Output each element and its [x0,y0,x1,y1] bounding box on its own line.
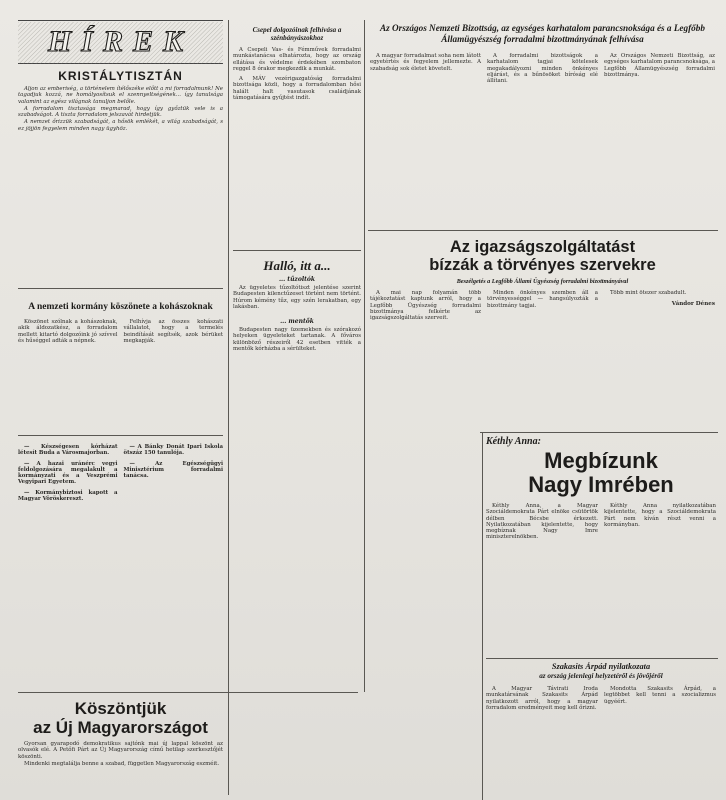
kethly-byline: Kéthly Anna: [486,436,541,447]
divider [18,288,223,289]
kethly-paragraph: Kéthly Anna, a Magyar Szociáldemokrata Párt elnöke csütörtök délben Bécsbe érkezett. Nyilatkozatában kijelentette, hogy megbíznak Nagy Imre miniszterelnökben. [486,503,598,541]
divider [480,432,718,433]
divider [482,432,483,800]
kohaszok-paragraph: Köszönet szólnak a kohászoknak, akik áldozatkész, a forradalom mellett kitartó dolgozóink jó szívvel és hűséggel adták a népnek. [18,319,118,344]
hirek-title: HÍREK [47,25,194,58]
igazsag-paragraph: A mai nap folyamán több tájékoztatást kaptunk arról, hogy a Legfőbb Ügyészség forradalmi bizottmánya felkérte az igazságszolgáltatás szerveit. [370,290,481,322]
koszontjuk-subtitle: az Új Magyarországot [33,718,208,737]
divider [18,435,223,436]
szakasits-paragraph: Mondotta Szakasits Árpád, a legtöbbet kell tenni a szocializmus ügyéért. [604,686,716,705]
koszontjuk-title: Köszöntjük [74,700,167,718]
szakasits-paragraph: A Magyar Távirati Iroda munkatársának Szakasits Árpád nyilatkozott arról, hogy a magyar forradalom eredményeit meg kell őrizni. [486,686,598,711]
csepel-paragraph: A Csepeli Vas- és Fémművek forradalmi munkástanácsa elhatározta, hogy az ország ellátása és védelme érdekében szombaton reggel 8 órakor megkezdik a munkát. [233,47,361,72]
csepel-section [233,20,361,250]
hirek-section [18,20,223,285]
onb-section [370,20,715,228]
hallo-section [233,253,361,693]
koszontjuk-paragraph: Mindenki megtalálja benne a szabad, független Magyarország eszméit. [24,760,220,767]
kohaszok-title: A nemzeti kormány köszönete a kohászoknak [28,302,213,312]
hirek-masthead [18,20,223,64]
kethly-title: Megbízunk [544,448,658,473]
kethly-paragraph: Kéthly Anna nyilatkozatában kijelentette, hogy a Szociáldemokrata Párt nem kíván részt venni a kormányban. [604,503,716,528]
hirek-paragraph: A forradalom tisztasága megmarad, hogy így győztük vele is a szabadságot. A tiszta forradalom jelszavát hirdetjük. [18,105,223,119]
hallo-paragraph: Budapesten nagy üzemekben és szórakozó helyeken ügyeleteket tartanak. A főváros különböző részeiről 42 esetben vitték a mentők kórházba a sérülteket. [233,327,361,353]
divider [486,658,718,659]
divider [233,250,361,251]
brief-item: — A hazai uránérc vegyi feldolgozására megalakult a kormányzati és a Veszprémi Vegyipari Egyetem. [18,460,118,486]
divider [364,20,365,692]
onb-paragraph: Az Országos Nemzeti Bizottság, az egységes karhatalom parancsnoksága, a Legfőbb Államügyészség forradalmi bizottmánya. [604,53,715,78]
igazsag-title: Az igazságszolgáltatást [449,238,636,256]
brief-items [18,440,223,640]
brief-item: — Az Egészségügyi Minisztérium forradalmi tanácsa. [123,460,223,480]
hirek-paragraph: A nemzet őrizzük szabadságát, a hősök emlékét, a világ szabadságát, s ez jöjjön fegyelem minden nagy ügyhöz. [18,119,223,132]
divider [228,20,229,795]
kethly-subtitle: Nagy Imrében [528,472,674,497]
onb-paragraph: A magyar forradalmat soha nem látott egyetértés és fegyelem jellemezte. A szabadság sok életet követelt. [370,53,481,72]
kohaszok-paragraph: Felhívja az összes kohászati vállalatot, hogy a termelés beindítását segítsék, azok bérüket megkapják. [123,319,223,344]
kohaszok-section [18,292,223,432]
hirek-subtitle: KRISTÁLYTISZTÁN [58,69,183,83]
igazsag-subtitle: bízzák a törvényes szervekre [429,256,656,274]
hallo-paragraph: Az ügyeletes tűzoltótiszt jelentése szerint Budapesten kilenctűzeset történt nem történt. Húrom kémény tűz, egy szén lerakatban, egy lakásban. [233,285,361,310]
igazsag-section [370,234,715,434]
brief-item: — Készségesen kórházat létesít Buda a Városmajorban. [18,444,118,457]
hallo-subhead: ... tűzoltók [278,276,316,283]
brief-item: — A Bánky Donát Ipari Iskola ötszáz 150 tanulója. [123,444,223,457]
igazsag-signature: Vándor Dénes [671,301,715,308]
szakasits-subtitle: az ország jelenlegi helyzetéről és jövőjéről [539,671,663,680]
hirek-paragraph: Aljon az emberiség, a történelem ítélőszéke előtt a mi forradalmunk! Ne tagadjuk kozzá, ne homályosítsuk el szennyeltségének... így tanulsága valamint az egész világnak tanuljon belőle. [18,86,223,105]
csepel-title: Csepel dolgozóinak felhívása a szénbányászokhoz [252,26,342,42]
onb-paragraph: A forradalmi bizottságok a karhatalom tagjai kötelesek megakadályozni minden önkényes eljárást, és a bűnösöket bíróság elé állítani. [487,53,598,85]
igazsag-paragraph: Több mint ötezer szabadult. [610,290,687,296]
divider [368,230,718,231]
hallo-title: Halló, itt a... [263,258,331,273]
kethly-section [486,436,716,658]
igazsag-intro: Beszélgetés a Legfőbb Állami Ügyészség forradalmi bizottmányával [456,278,629,285]
igazsag-paragraph: Minden önkényes szemben áll a törvényességgel — hangsúlyozták a bizottmány tagjai. [487,290,598,309]
koszontjuk-paragraph: Gyorsan gyarapodó demokratikus sajtónk mai új lappal köszönt az olvasók elé. A Petőfi Párt az Új Magyarország című hetilap szerkesztőjét köszönti. [18,741,223,760]
szakasits-section [486,662,716,800]
onb-title: Az Országos Nemzeti Bizottság, az egységes karhatalom parancsnoksága és a Legfőbb Államügyészség forradalmi bizottmányának felhívása [380,23,705,44]
brief-item: — Kormánybiztosi kapott a Magyar Vöröskereszt. [18,489,118,503]
szakasits-title: Szakasits Árpád nyilatkozata [551,662,651,671]
koszontjuk-section [18,700,223,800]
hirek-body [18,86,223,132]
csepel-paragraph: A MÁV vezérigazgatóság forradalmi bizottsága közli, hogy a forradalomban hősi halált halt vasutasok családjának támogatására gyűjtést indít. [233,76,361,102]
hallo-subhead: ... mentők [280,318,314,326]
